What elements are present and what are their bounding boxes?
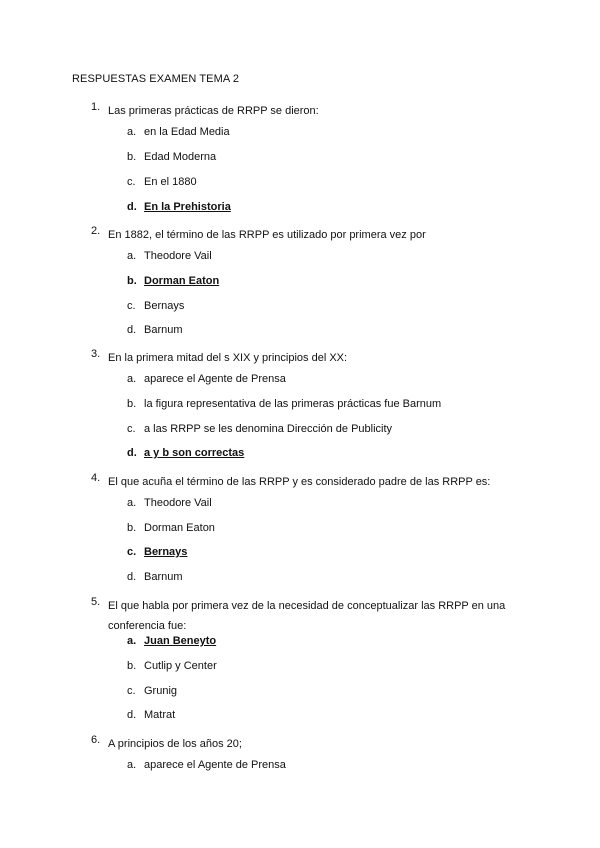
option-3a <box>0 373 600 387</box>
question-number: 3. <box>91 348 101 360</box>
option-2d <box>0 324 600 338</box>
option-text: Barnum <box>144 571 183 583</box>
option-2a <box>0 250 600 264</box>
question-number: 2. <box>91 225 101 237</box>
option-2c <box>0 300 600 314</box>
option-1b <box>0 151 600 165</box>
option-1a <box>0 126 600 140</box>
question-text: En la primera mitad del s XIX y principios del XX: <box>108 352 348 364</box>
option-text: a y b son correctas <box>144 447 245 459</box>
option-letter: d. <box>127 201 137 213</box>
question-text: Las primeras prácticas de RRPP se dieron: <box>108 105 319 117</box>
option-5c <box>0 685 600 699</box>
option-letter: b. <box>127 398 137 410</box>
option-1d-correct <box>0 201 600 215</box>
option-text: Matrat <box>144 709 176 721</box>
option-text: En la Prehistoria <box>144 201 231 213</box>
option-6a <box>0 759 600 773</box>
option-text: En el 1880 <box>144 176 197 188</box>
option-text: Juan Beneyto <box>144 635 217 647</box>
option-text: Bernays <box>144 546 188 558</box>
question-number: 1. <box>91 101 101 113</box>
option-4c-correct <box>0 546 600 560</box>
option-text: Theodore Vail <box>144 250 212 262</box>
option-letter: a. <box>127 250 137 262</box>
option-2b-correct <box>0 275 600 289</box>
question-number: 5. <box>91 596 101 608</box>
option-letter: b. <box>127 275 137 287</box>
option-5b <box>0 660 600 674</box>
option-text: la figura representativa de las primeras prácticas fue Barnum <box>144 398 442 410</box>
option-text: Theodore Vail <box>144 497 212 509</box>
option-text: Dorman Eaton <box>144 522 215 534</box>
question-number: 6. <box>91 734 101 746</box>
option-letter: a. <box>127 373 137 385</box>
option-text: Edad Moderna <box>144 151 217 163</box>
option-4a <box>0 497 600 511</box>
option-5a-correct <box>0 635 600 649</box>
option-3b <box>0 398 600 412</box>
option-letter: a. <box>127 635 137 647</box>
option-text: Cutlip y Center <box>144 660 217 672</box>
option-letter: c. <box>127 685 136 697</box>
option-text: aparece el Agente de Prensa <box>144 373 286 385</box>
option-text: Barnum <box>144 324 183 336</box>
option-text: Grunig <box>144 685 178 697</box>
question-text: A principios de los años 20; <box>108 738 242 750</box>
option-letter: d. <box>127 324 137 336</box>
option-text: aparece el Agente de Prensa <box>144 759 286 771</box>
option-letter: a. <box>127 497 137 509</box>
option-5d <box>0 709 600 723</box>
option-4b <box>0 522 600 536</box>
option-letter: b. <box>127 522 137 534</box>
option-letter: a. <box>127 126 137 138</box>
option-4d <box>0 571 600 585</box>
option-3c <box>0 423 600 437</box>
option-text: en la Edad Media <box>144 126 230 138</box>
option-letter: c. <box>127 176 136 188</box>
option-3d-correct <box>0 447 600 461</box>
option-letter: c. <box>127 546 137 558</box>
question-text: El que acuña el término de las RRPP y es considerado padre de las RRPP es: <box>108 476 491 488</box>
option-letter: d. <box>127 709 137 721</box>
question-number: 4. <box>91 472 101 484</box>
option-text: Dorman Eaton <box>144 275 220 287</box>
question-text: En 1882, el término de las RRPP es utilizado por primera vez por <box>108 229 426 241</box>
question-text: El que habla por primera vez de la necesidad de conceptualizar las RRPP en una conferencia fue: <box>108 600 506 632</box>
option-letter: d. <box>127 447 137 459</box>
option-letter: b. <box>127 660 137 672</box>
option-letter: c. <box>127 300 136 312</box>
option-text: Bernays <box>144 300 185 312</box>
option-letter: a. <box>127 759 137 771</box>
option-letter: c. <box>127 423 136 435</box>
option-letter: b. <box>127 151 137 163</box>
option-1c <box>0 176 600 190</box>
document-title: RESPUESTAS EXAMEN TEMA 2 <box>72 73 240 85</box>
option-text: a las RRPP se les denomina Dirección de Publicity <box>144 423 393 435</box>
option-letter: d. <box>127 571 137 583</box>
